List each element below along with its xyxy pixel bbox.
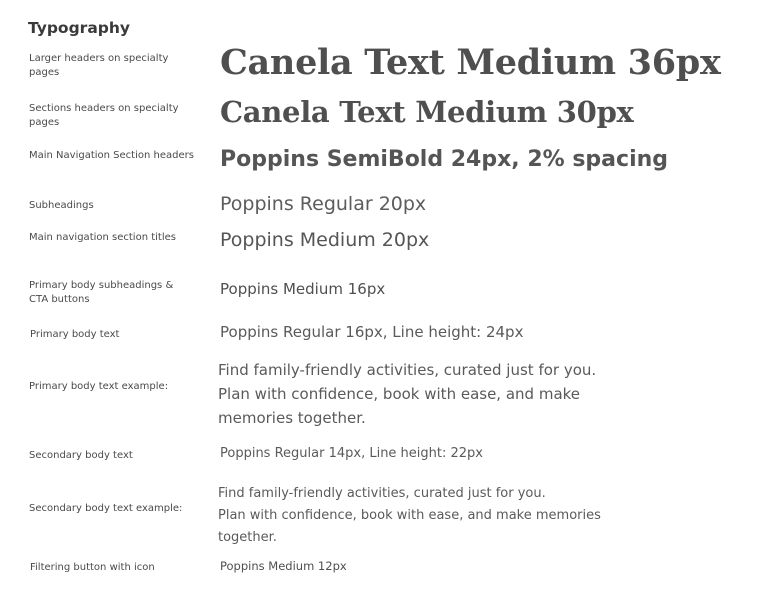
row-label-secondary-body-text: Secondary body text [29, 450, 133, 461]
row-label-body-subheadings-cta: Primary body subheadings & CTA buttons [29, 280, 174, 305]
sample-poppins-semibold-24: Poppins SemiBold 24px, 2% spacing [220, 147, 669, 172]
sample-poppins-medium-12: Poppins Medium 12px [220, 559, 347, 573]
sample-canela-36: Canela Text Medium 36px [220, 42, 721, 83]
sample-poppins-regular-20: Poppins Regular 20px [220, 193, 427, 215]
sample-primary-body-example [218, 358, 658, 430]
row-label-filtering-button: Filtering button with icon [30, 562, 155, 573]
primary-example-line-3: memories together. [218, 409, 366, 427]
row-label-secondary-body-example: Secondary body text example: [29, 503, 183, 514]
row-label-section-headers: Sections headers on specialty pages [29, 103, 179, 128]
sample-poppins-medium-20: Poppins Medium 20px [220, 229, 430, 251]
row-label-larger-headers: Larger headers on specialty pages [29, 53, 169, 78]
sample-poppins-regular-14: Poppins Regular 14px, Line height: 22px [220, 446, 483, 461]
sample-secondary-body-example [218, 483, 668, 549]
page-title: Typography [28, 19, 131, 37]
row-label-main-nav-headers: Main Navigation Section headers [29, 150, 194, 161]
row-label-primary-body-example: Primary body text example: [29, 381, 169, 392]
row-label-main-nav-titles: Main navigation section titles [29, 232, 176, 243]
row-label-primary-body-text: Primary body text [30, 329, 120, 340]
row-label-subheadings: Subheadings [29, 200, 94, 211]
secondary-example-line-1: Find family-friendly activities, curated just for you. [218, 486, 546, 501]
sample-canela-30: Canela Text Medium 30px [220, 95, 634, 129]
sample-poppins-regular-16: Poppins Regular 16px, Line height: 24px [220, 323, 524, 341]
primary-example-line-1: Find family-friendly activities, curated just for you. [218, 361, 597, 379]
sample-poppins-medium-16: Poppins Medium 16px [220, 280, 386, 298]
secondary-example-line-3: together. [218, 530, 277, 545]
secondary-example-line-2: Plan with confidence, book with ease, and make memories [218, 508, 601, 523]
primary-example-line-2: Plan with confidence, book with ease, and make [218, 385, 581, 403]
